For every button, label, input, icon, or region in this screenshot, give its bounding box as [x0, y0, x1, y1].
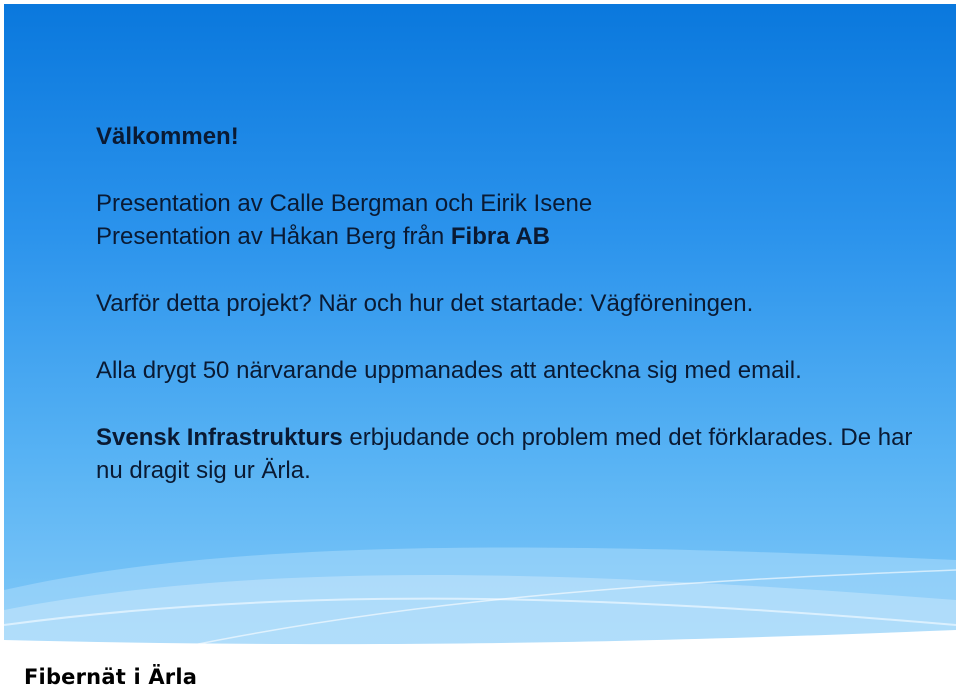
footer-logo: Fibernät i Ärla	[24, 665, 198, 689]
offer-line-text: erbjudande och problem med det förklarades. De har nu dragit sig ur Ärla.	[96, 424, 913, 484]
presentation-line-2-text: Presentation av Håkan Berg från	[96, 223, 451, 250]
offer-line	[96, 421, 916, 487]
presentation-line-1: Presentation av Calle Bergman och Eirik Isene	[96, 190, 593, 217]
provider-name: Svensk Infrastrukturs	[96, 424, 343, 451]
welcome-heading: Välkommen!	[96, 123, 239, 150]
presentation-line-2	[96, 220, 916, 253]
decorative-waves	[4, 500, 956, 660]
attendance-line: Alla drygt 50 närvarande uppmanades att anteckna sig med email.	[96, 357, 802, 384]
company-name: Fibra AB	[450, 223, 550, 250]
project-origin-line: Varför detta projekt? När och hur det startade: Vägföreningen.	[96, 290, 754, 317]
slide-content	[96, 120, 916, 487]
